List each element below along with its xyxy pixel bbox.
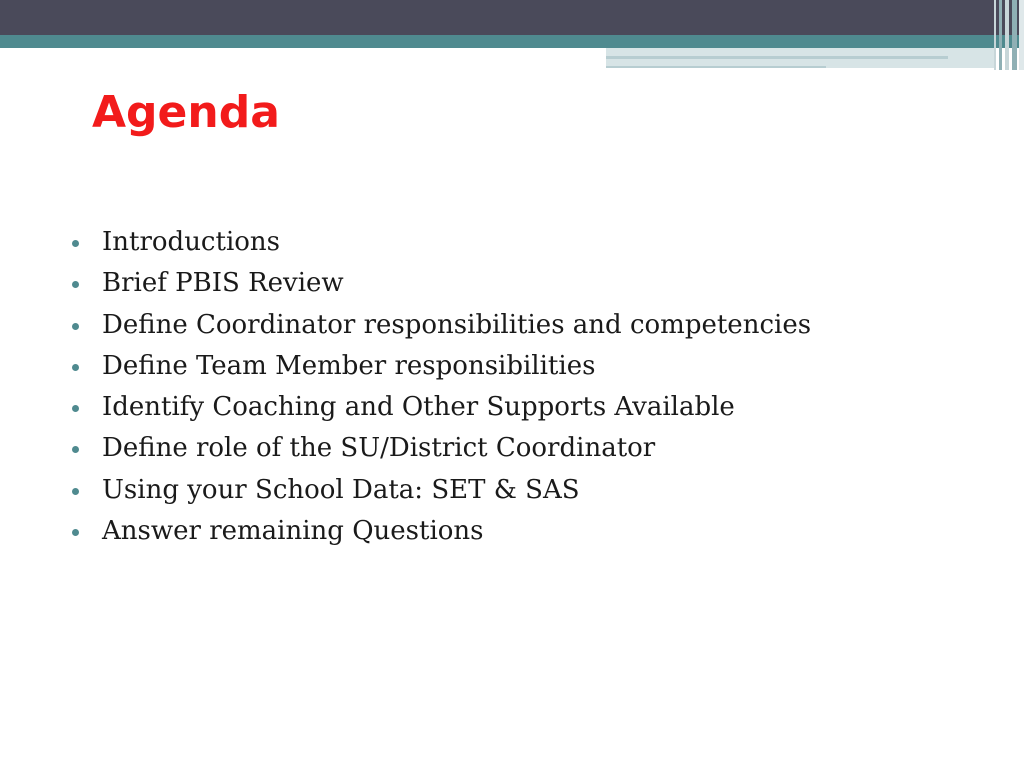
agenda-item-text: Define Team Member responsibilities [102, 350, 596, 381]
bullet-icon [72, 364, 79, 371]
stripe [1005, 0, 1009, 70]
header-banner-teal [0, 35, 1024, 48]
agenda-item-text: Brief PBIS Review [102, 268, 344, 299]
bullet-icon [72, 323, 79, 330]
stripe [1019, 0, 1024, 70]
bullet-icon [72, 281, 79, 288]
bullet-icon [72, 488, 79, 495]
slide-title: Agenda [92, 87, 280, 138]
agenda-item-text: Define Coordinator responsibilities and competencies [102, 309, 812, 340]
bullet-icon [72, 240, 79, 247]
agenda-item [72, 428, 811, 469]
bullet-icon [72, 529, 79, 536]
header-banner-dark [0, 0, 1024, 35]
stripe [999, 0, 1002, 70]
header-accent-line [606, 66, 826, 68]
agenda-item [72, 222, 811, 263]
corner-stripes [994, 0, 1024, 70]
bullet-icon [72, 405, 79, 412]
stripe [1012, 0, 1017, 70]
agenda-item-text: Answer remaining Questions [102, 516, 484, 547]
agenda-item [72, 305, 811, 346]
agenda-item [72, 346, 811, 387]
agenda-item-text: Introductions [102, 227, 281, 257]
agenda-item [72, 470, 811, 511]
agenda-list [72, 222, 811, 552]
agenda-item-text: Using your School Data: SET & SAS [102, 474, 580, 505]
header-accent-line [606, 56, 948, 59]
stripe [994, 0, 996, 70]
agenda-item [72, 511, 811, 552]
agenda-item-text: Identify Coaching and Other Supports Available [102, 392, 735, 423]
bullet-icon [72, 446, 79, 453]
agenda-item-text: Define role of the SU/District Coordinator [102, 433, 656, 464]
agenda-item [72, 387, 811, 428]
agenda-item [72, 263, 811, 304]
